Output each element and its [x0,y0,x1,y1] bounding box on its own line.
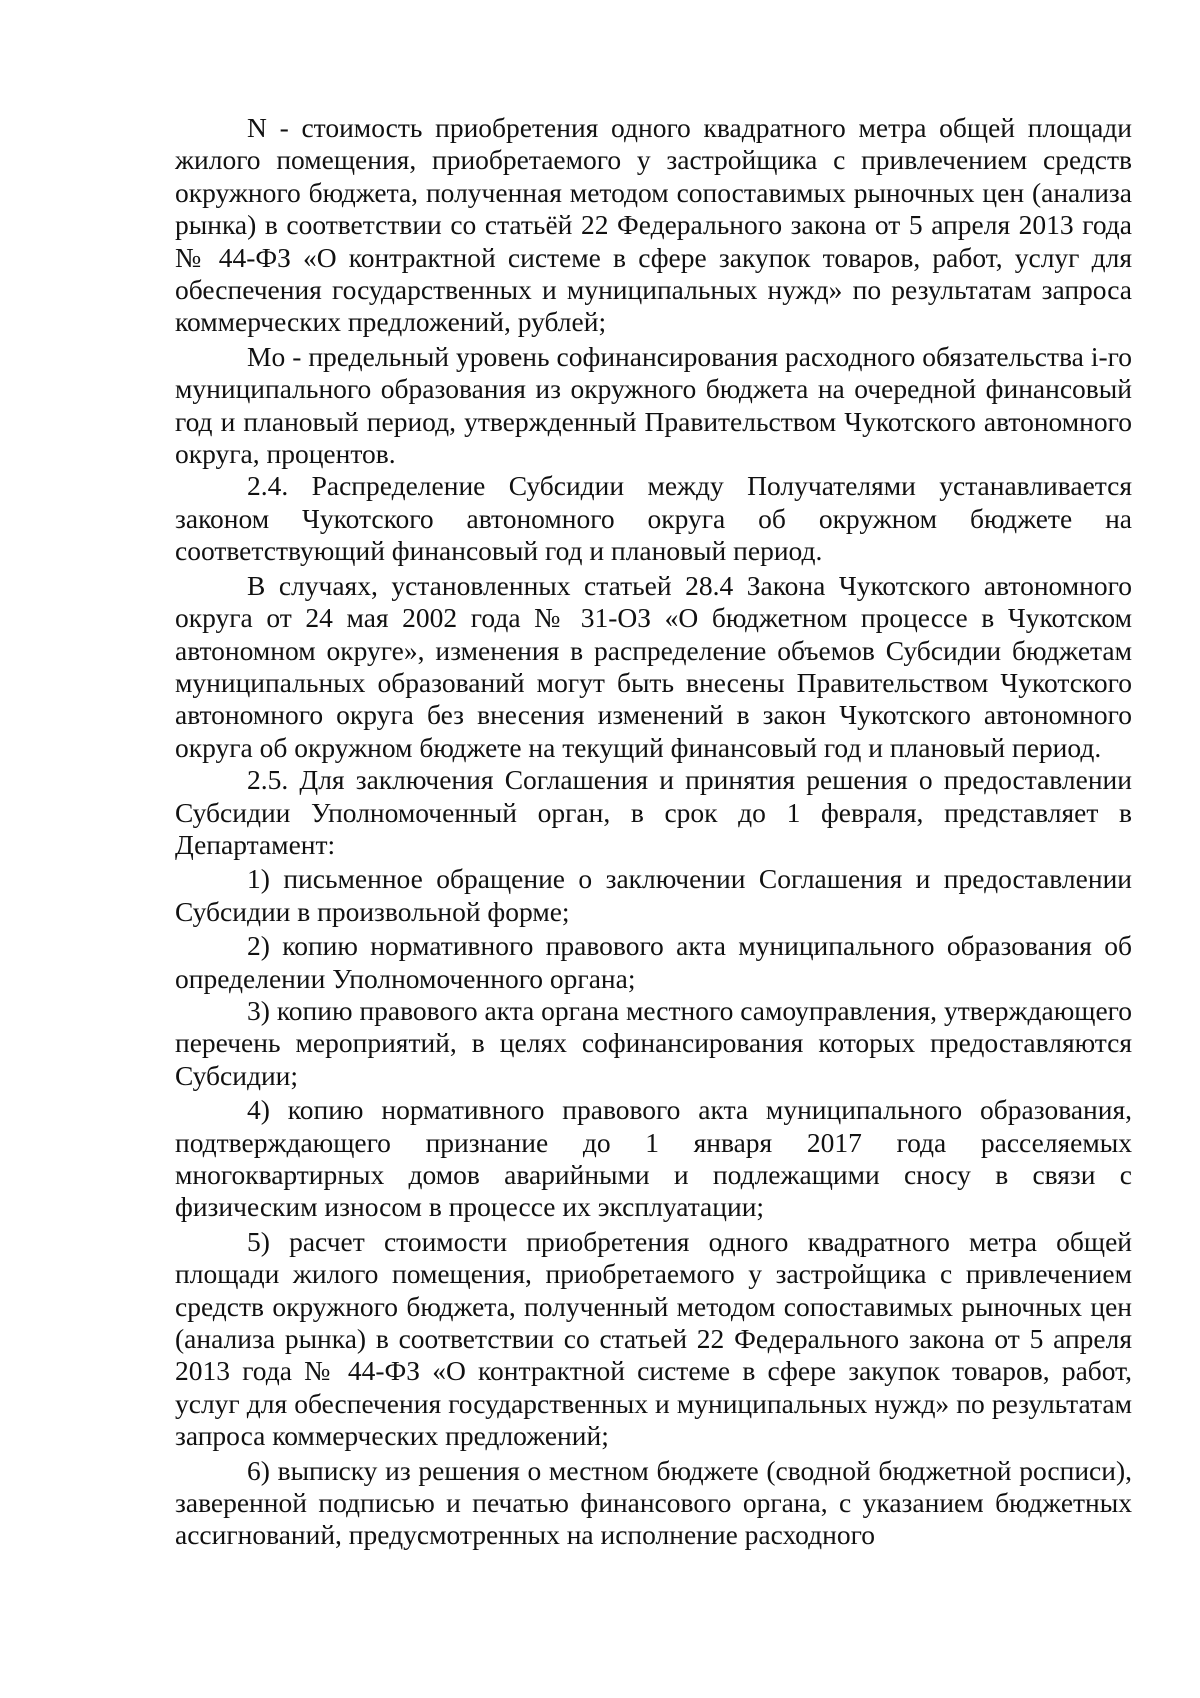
document-body [175,112,1132,1552]
list-item-4: 4) копию нормативного правового акта муниципального образования, подтверждающего признание до 1 января 2017 года расселяемых многоквартирных домов аварийными и подлежащими сносу в связи с физическим износом в процессе их эксплуатации; [175,1094,1132,1223]
list-item-6: 6) выписку из решения о местном бюджете (сводной бюджетной росписи), заверенной подписью и печатью финансового органа, с указанием бюджетных ассигнований, предусмотренных на исполнение расходного [175,1454,1132,1551]
paragraph-clause-2-5: 2.5. Для заключения Соглашения и принятия решения о предоставлении Субсидии Уполномоченный орган, в срок до 1 февраля, представляет в Департамент: [175,764,1132,860]
list-item-3: 3) копию правового акта органа местного самоуправления, утверждающего перечень мероприятий, в целях софинансирования которых предоставляются Субсидии; [175,994,1132,1091]
paragraph-cofinancing-level: Mo - предельный уровень софинансирования расходного обязательства i-го муниципального образования из окружного бюджета на очередной финансовый год и плановый период, утвержденный Правительством Чукотского автономного округа, процентов. [175,340,1132,470]
list-item-1: 1) письменное обращение о заключении Соглашения и предоставлении Субсидии в произвольной форме; [175,863,1132,927]
list-item-2: 2) копию нормативного правового акта муниципального образования об определении Уполномоченного органа; [175,930,1132,994]
paragraph-cost-per-sqm: N - стоимость приобретения одного квадратного метра общей площади жилого помещения, приобретаемого у застройщика с привлечением средств окружного бюджета, полученная методом сопоставимых рыночных цен (анализа рынка) в соответствии со статьёй 22 Федерального закона от 5 апреля 2013 года № 44-ФЗ «О контрактной системе в сфере закупок товаров, работ, услуг для обеспечения государственных и муниципальных нужд» по результатам запроса коммерческих предложений, рублей; [175,112,1132,338]
paragraph-clause-2-4: 2.4. Распределение Субсидии между Получателями устанавливается законом Чукотского автономного округа об окружном бюджете на соответствующий финансовый год и плановый период. [175,470,1132,567]
paragraph-distribution-changes: В случаях, установленных статьей 28.4 Закона Чукотского автономного округа от 24 мая 2002 года № 31-ОЗ «О бюджетном процессе в Чукотском автономном округе», изменения в распределение объемов Субсидии бюджетам муниципальных образований могут быть внесены Правительством Чукотского автономного округа без внесения изменений в закон Чукотского автономного округа об окружном бюджете на текущий финансовый год и плановый период. [175,569,1132,763]
list-item-5: 5) расчет стоимости приобретения одного квадратного метра общей площади жилого помещения, приобретаемого у застройщика с привлечением средств окружного бюджета, полученный методом сопоставимых рыночных цен (анализа рынка) в соответствии со статьей 22 Федерального закона от 5 апреля 2013 года № 44-ФЗ «О контрактной системе в сфере закупок товаров, работ, услуг для обеспечения государственных и муниципальных нужд» по результатам запроса коммерческих предложений; [175,1225,1132,1452]
